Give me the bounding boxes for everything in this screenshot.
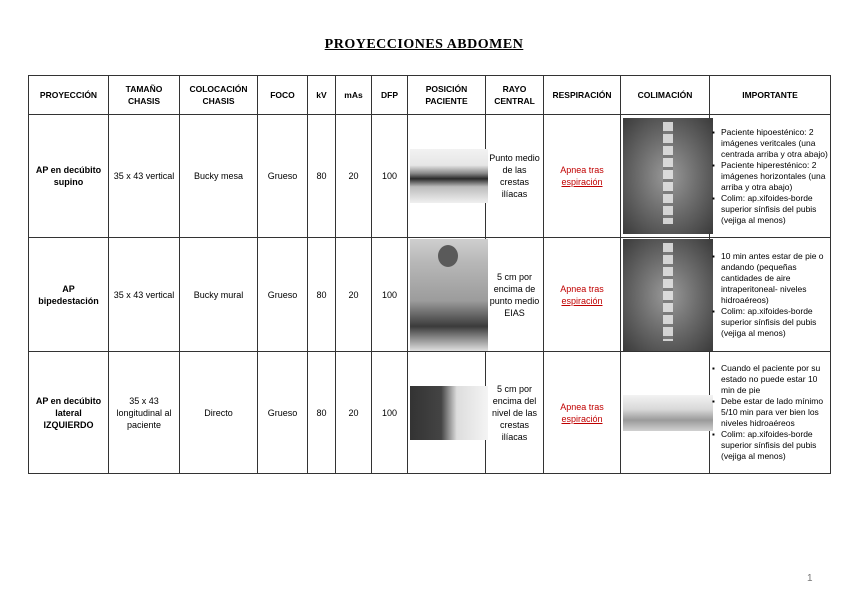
notes-list	[712, 127, 828, 226]
list-item: ▪ Paciente hipoesténico: 2 imágenes veritcales (una centrada arriba y otra abajo)	[721, 127, 828, 160]
cell-kv: 80	[308, 352, 336, 474]
respiracion-line-2: espiración	[561, 413, 603, 424]
cell-importante	[710, 115, 831, 238]
page-title: PROYECCIONES ABDOMEN	[324, 37, 524, 52]
cell-tamano: 35 x 43 vertical	[109, 115, 180, 238]
cell-dfp: 100	[372, 115, 408, 238]
header-foco: FOCO	[258, 76, 308, 115]
table-row	[29, 115, 831, 238]
page-number: 1	[807, 573, 813, 584]
cell-tamano: 35 x 43 vertical	[109, 238, 180, 352]
list-item: ▪ Debe estar de lado mínimo 5/10 min para ver bien los niveles hidroaéreos	[721, 396, 828, 429]
cell-rayo: Punto medio de las crestas ilíacas	[486, 115, 544, 238]
list-item: ▪ 10 min antes estar de pie o andando (pequeñas cantidades de aire intraperitoneal- niveles hidroaéreos)	[721, 251, 828, 306]
patient-position-photo	[410, 239, 488, 351]
cell-respiracion	[544, 115, 621, 238]
cell-proyeccion: AP en decúbito supino	[29, 115, 109, 238]
cell-mas: 20	[336, 352, 372, 474]
patient-position-photo	[410, 386, 488, 440]
header-mas: mAs	[336, 76, 372, 115]
cell-respiracion	[544, 352, 621, 474]
header-rayo: RAYO CENTRAL	[486, 76, 544, 115]
cell-importante	[710, 238, 831, 352]
cell-respiracion	[544, 238, 621, 352]
cell-kv: 80	[308, 238, 336, 352]
patient-position-photo	[410, 149, 488, 203]
cell-colocacion: Bucky mural	[180, 238, 258, 352]
header-posicion: POSICIÓN PACIENTE	[408, 76, 486, 115]
list-item: ▪ Colim: ap.xifoides-borde superior sínfisis del pubis (vejiga al menos)	[721, 306, 828, 339]
header-importante: IMPORTANTE	[710, 76, 831, 115]
cell-colocacion: Bucky mesa	[180, 115, 258, 238]
list-item: ▪ Paciente hiperesténico: 2 imágenes horizontales (una arriba y otra abajo)	[721, 160, 828, 193]
list-item: ▪ Colim: ap.xifoides-borde superior sínfisis del pubis (vejiga al menos)	[721, 193, 828, 226]
cell-dfp: 100	[372, 352, 408, 474]
notes-list	[712, 363, 828, 462]
table-row	[29, 352, 831, 474]
xray-image	[623, 395, 713, 431]
respiracion-line-2: espiración	[561, 295, 603, 306]
cell-proyeccion: AP en decúbito lateral IZQUIERDO	[29, 352, 109, 474]
cell-posicion	[408, 352, 486, 474]
list-item: ▪ Colim: ap.xifoides-borde superior sínfisis del pubis (vejiga al menos)	[721, 429, 828, 462]
notes-list	[712, 251, 828, 339]
header-proyeccion: PROYECCIÓN	[29, 76, 109, 115]
cell-dfp: 100	[372, 238, 408, 352]
cell-posicion	[408, 238, 486, 352]
cell-colocacion: Directo	[180, 352, 258, 474]
cell-foco: Grueso	[258, 352, 308, 474]
projections-table	[28, 75, 831, 474]
cell-colimacion	[621, 115, 710, 238]
xray-image	[623, 239, 713, 351]
cell-foco: Grueso	[258, 238, 308, 352]
cell-colimacion	[621, 238, 710, 352]
header-colocacion: COLOCACIÓN CHASIS	[180, 76, 258, 115]
cell-mas: 20	[336, 238, 372, 352]
respiracion-line-2: espiración	[561, 177, 603, 187]
header-colimacion: COLIMACIÓN	[621, 76, 710, 115]
xray-image	[623, 118, 713, 234]
table-row	[29, 238, 831, 352]
header-tamano: TAMAÑO CHASIS	[109, 76, 180, 115]
header-dfp: DFP	[372, 76, 408, 115]
cell-foco: Grueso	[258, 115, 308, 238]
cell-tamano: 35 x 43 longitudinal al paciente	[109, 352, 180, 474]
cell-proyeccion: AP bipedestación	[29, 238, 109, 352]
cell-importante	[710, 352, 831, 474]
header-kv: kV	[308, 76, 336, 115]
cell-kv: 80	[308, 115, 336, 238]
table-header-row	[29, 76, 831, 115]
cell-colimacion	[621, 352, 710, 474]
cell-rayo: 5 cm por encima de punto medio EIAS	[486, 238, 544, 352]
respiracion-line-1: Apnea tras	[560, 401, 604, 412]
respiracion-line-1: Apnea tras	[560, 283, 604, 294]
cell-posicion	[408, 115, 486, 238]
list-item: ▪ Cuando el paciente por su estado no puede estar 10 min de pie	[721, 363, 828, 396]
cell-rayo: 5 cm por encima del nivel de las crestas ilíacas	[486, 352, 544, 474]
header-respiracion: RESPIRACIÓN	[544, 76, 621, 115]
respiracion-line-1: Apnea tras	[560, 165, 604, 175]
cell-mas: 20	[336, 115, 372, 238]
